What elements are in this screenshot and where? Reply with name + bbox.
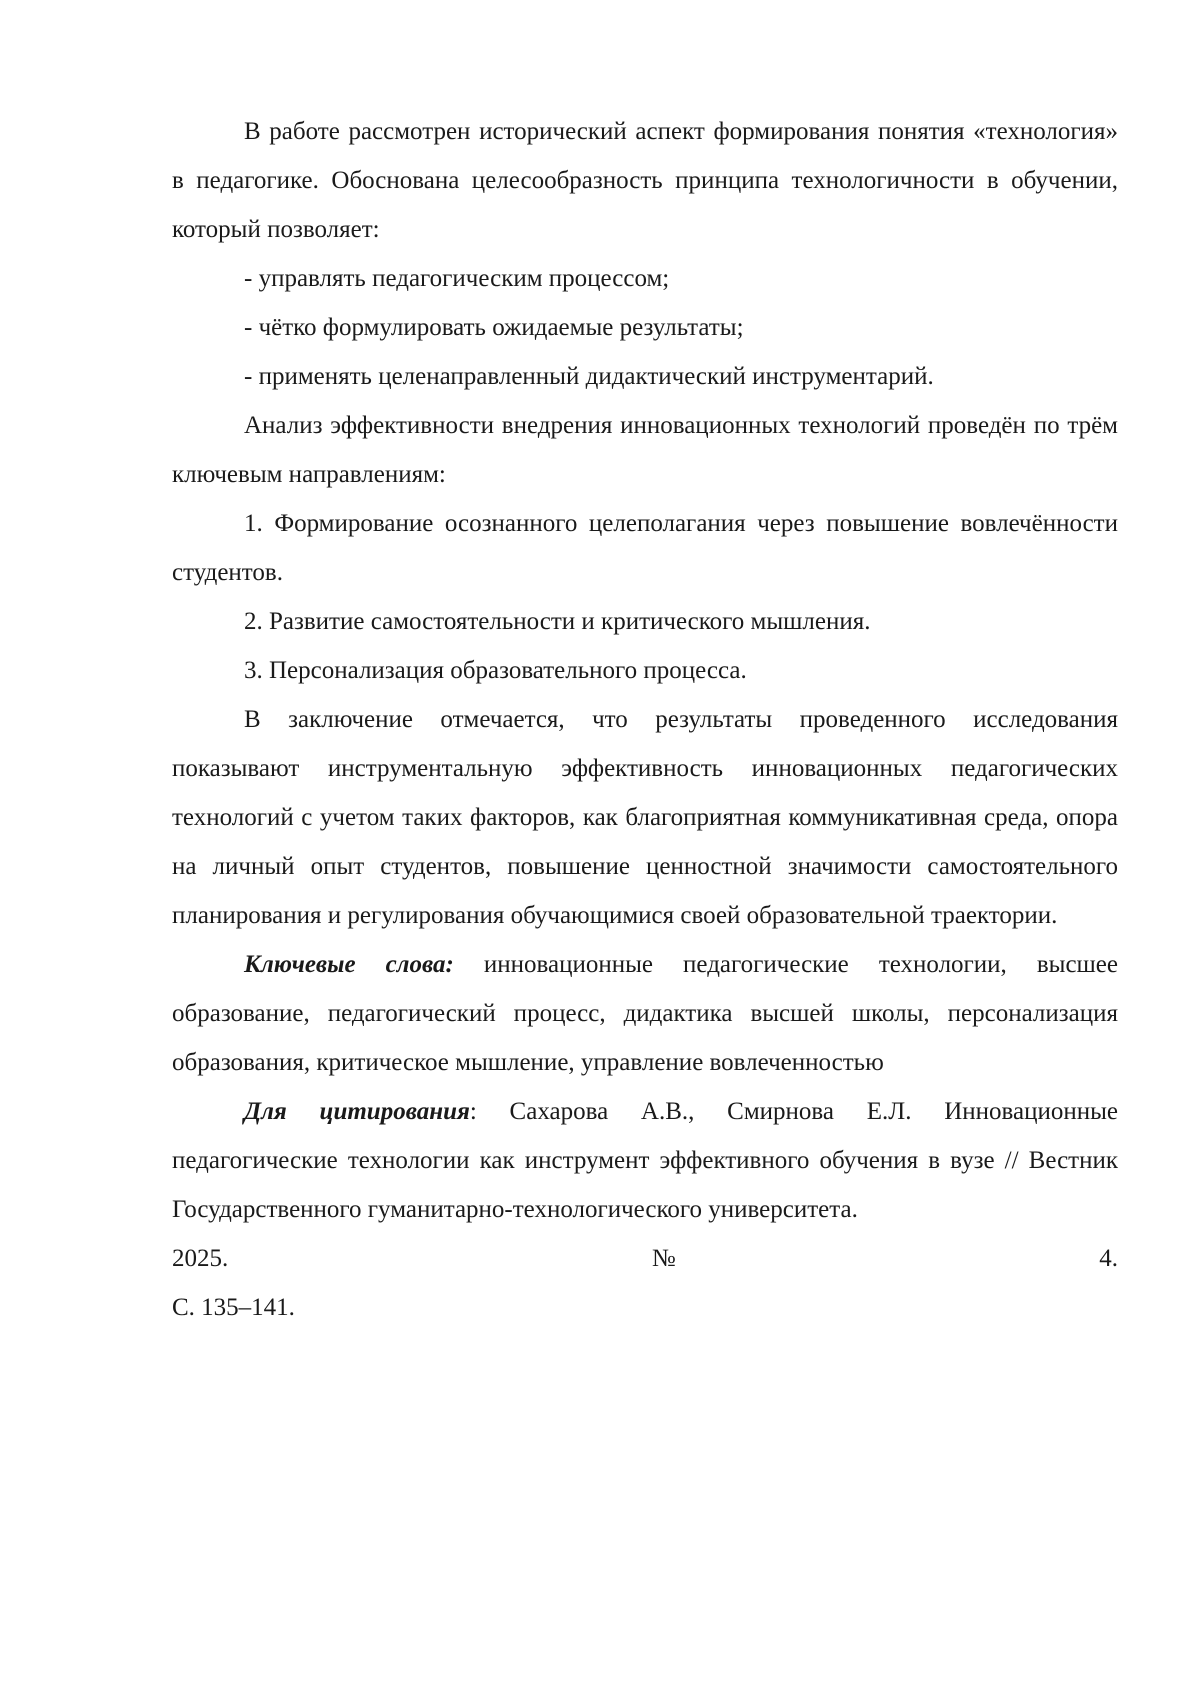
keywords-label: Ключевые слова:	[244, 951, 454, 978]
direction-item: 2. Развитие самостоятельности и критического мышления.	[244, 608, 871, 635]
conclusion-paragraph: В заключение отмечается, что результаты проведенного исследования показывают инструментальную эффективность инновационных педагогических технологий с учетом таких факторов, как благоприятная коммуникативная среда, опора на личный опыт студентов, повышение ценностной значимости самостоятельного планирования и регулирования обучающимися своей образовательной траектории.	[172, 706, 1118, 929]
citation-text: : Сахарова А.В., Смирнова Е.Л. Инновационные педагогические технологии как инструмент эффективного обучения в вузе // Вестник Государственного гуманитарно-технологического университета.	[172, 1098, 1118, 1223]
direction-item: 3. Персонализация образовательного процесса.	[244, 657, 747, 684]
intro-paragraph: В работе рассмотрен исторический аспект формирования понятия «технология» в педагогике. Обоснована целесообразность принципа технологичности в обучении, который позволяет:	[172, 118, 1118, 243]
citation-year: 2025.	[172, 1245, 229, 1272]
analysis-paragraph: Анализ эффективности внедрения инновационных технологий проведён по трём ключевым направлениям:	[172, 412, 1118, 488]
article-abstract	[172, 107, 1118, 1332]
keywords-paragraph	[172, 940, 1118, 1087]
keywords-text: инновационные педагогические технологии, высшее образование, педагогический процесс, дидактика высшей школы, персонализация образования, критическое мышление, управление вовлеченностью	[172, 951, 1118, 1076]
citation-paragraph	[172, 1087, 1118, 1234]
citation-issue: 4.	[1099, 1245, 1118, 1272]
citation-label: Для цитирования	[244, 1098, 470, 1125]
list-item: - применять целенаправленный дидактический инструментарий.	[244, 363, 934, 390]
list-item: - управлять педагогическим процессом;	[244, 265, 670, 292]
citation-number-sign: №	[651, 1245, 676, 1272]
citation-issue-line	[172, 1234, 1118, 1283]
direction-item: 1. Формирование осознанного целеполагания через повышение вовлечённости студентов.	[172, 510, 1118, 586]
list-item: - чётко формулировать ожидаемые результаты;	[244, 314, 744, 341]
citation-pages: С. 135–141.	[172, 1294, 295, 1321]
